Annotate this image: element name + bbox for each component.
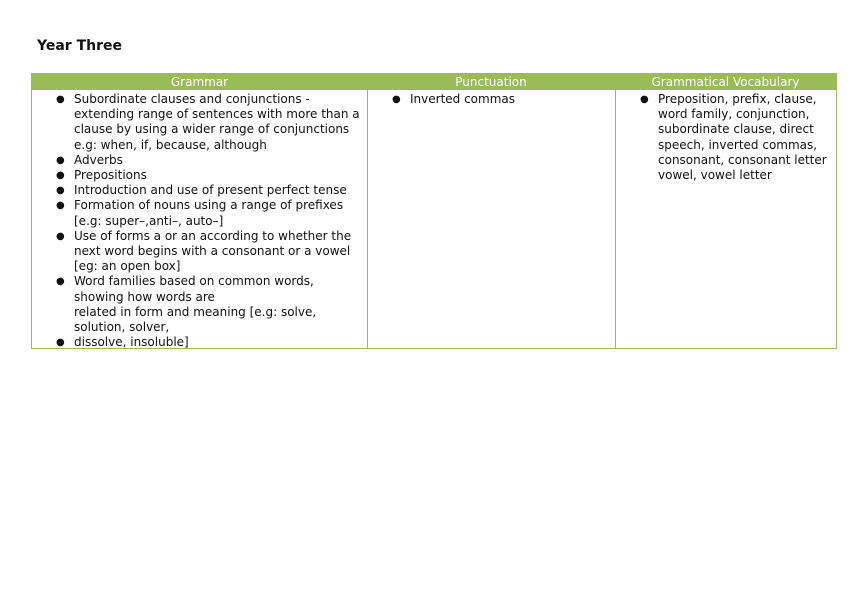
header-punctuation: Punctuation: [455, 75, 527, 89]
list-item-line: [eg: an open box]: [74, 259, 181, 274]
list-item-line: showing how words are: [74, 289, 215, 304]
list-item-line: [e.g: super–,anti–, auto–]: [74, 213, 224, 228]
bullet-icon: ●: [56, 200, 65, 212]
list-item-line: e.g: when, if, because, although: [74, 137, 267, 152]
list-item: [56, 335, 363, 350]
bullet-icon: ●: [56, 170, 65, 182]
list-item: [56, 168, 363, 183]
curriculum-table: [31, 73, 837, 349]
bullet-icon: ●: [640, 94, 649, 105]
bullet-icon: ●: [392, 94, 401, 105]
bullet-icon: ●: [56, 94, 65, 105]
list-item: [56, 198, 363, 228]
list-item-line: Preposition, prefix, clause,: [658, 92, 817, 106]
list-item-line: solution, solver,: [74, 320, 170, 335]
list-item: [56, 228, 363, 275]
list-item: [392, 92, 611, 107]
bullet-icon: ●: [56, 230, 65, 242]
header-grammar: Grammar: [170, 75, 229, 89]
table-header-row: [32, 74, 836, 90]
header-grammatical-vocabulary: Grammatical Vocabulary: [651, 75, 800, 89]
list-item-line: Word families based on common words,: [74, 274, 314, 289]
list-item: [56, 274, 363, 335]
bullet-icon: ●: [56, 337, 65, 349]
list-item-line: speech, inverted commas,: [658, 137, 818, 152]
bullet-icon: ●: [56, 276, 65, 288]
list-item-line: related in form and meaning [e.g: solve,: [74, 304, 317, 319]
vocabulary-cell: [615, 90, 836, 348]
list-item: [56, 152, 363, 168]
grammar-list: [56, 92, 363, 350]
bullet-icon: ●: [56, 154, 65, 166]
table-row: [32, 90, 836, 348]
list-item-line: next word begins with a consonant or a vowel: [74, 244, 351, 259]
list-item-line: clause by using a wider range of conjunctions: [74, 122, 350, 137]
list-item-line: Use of forms a or an according to whether the: [74, 228, 352, 243]
list-item-line: dissolve, insoluble]: [74, 335, 189, 350]
list-item: [56, 183, 363, 198]
punctuation-cell: [367, 90, 615, 348]
list-item-line: Prepositions: [74, 168, 147, 183]
list-item-line: extending range of sentences with more than a: [74, 107, 360, 122]
bullet-icon: ●: [56, 185, 65, 197]
grammar-cell: [32, 90, 367, 348]
list-item: [640, 92, 832, 183]
list-item-line: consonant, consonant letter: [658, 152, 827, 167]
list-item-line: Inverted commas: [410, 92, 516, 106]
vocabulary-list: [640, 92, 832, 183]
list-item: [56, 92, 363, 153]
punctuation-list: [392, 92, 611, 107]
list-item-line: word family, conjunction,: [658, 107, 810, 122]
page-title: Year Three: [37, 38, 122, 54]
list-item-line: Formation of nouns using a range of prefixes: [74, 198, 344, 213]
list-item-line: Subordinate clauses and conjunctions -: [74, 92, 310, 106]
list-item-line: vowel, vowel letter: [658, 168, 772, 183]
list-item-line: Introduction and use of present perfect tense: [74, 183, 347, 198]
list-item-line: Adverbs: [74, 152, 123, 167]
list-item-line: subordinate clause, direct: [658, 122, 814, 137]
